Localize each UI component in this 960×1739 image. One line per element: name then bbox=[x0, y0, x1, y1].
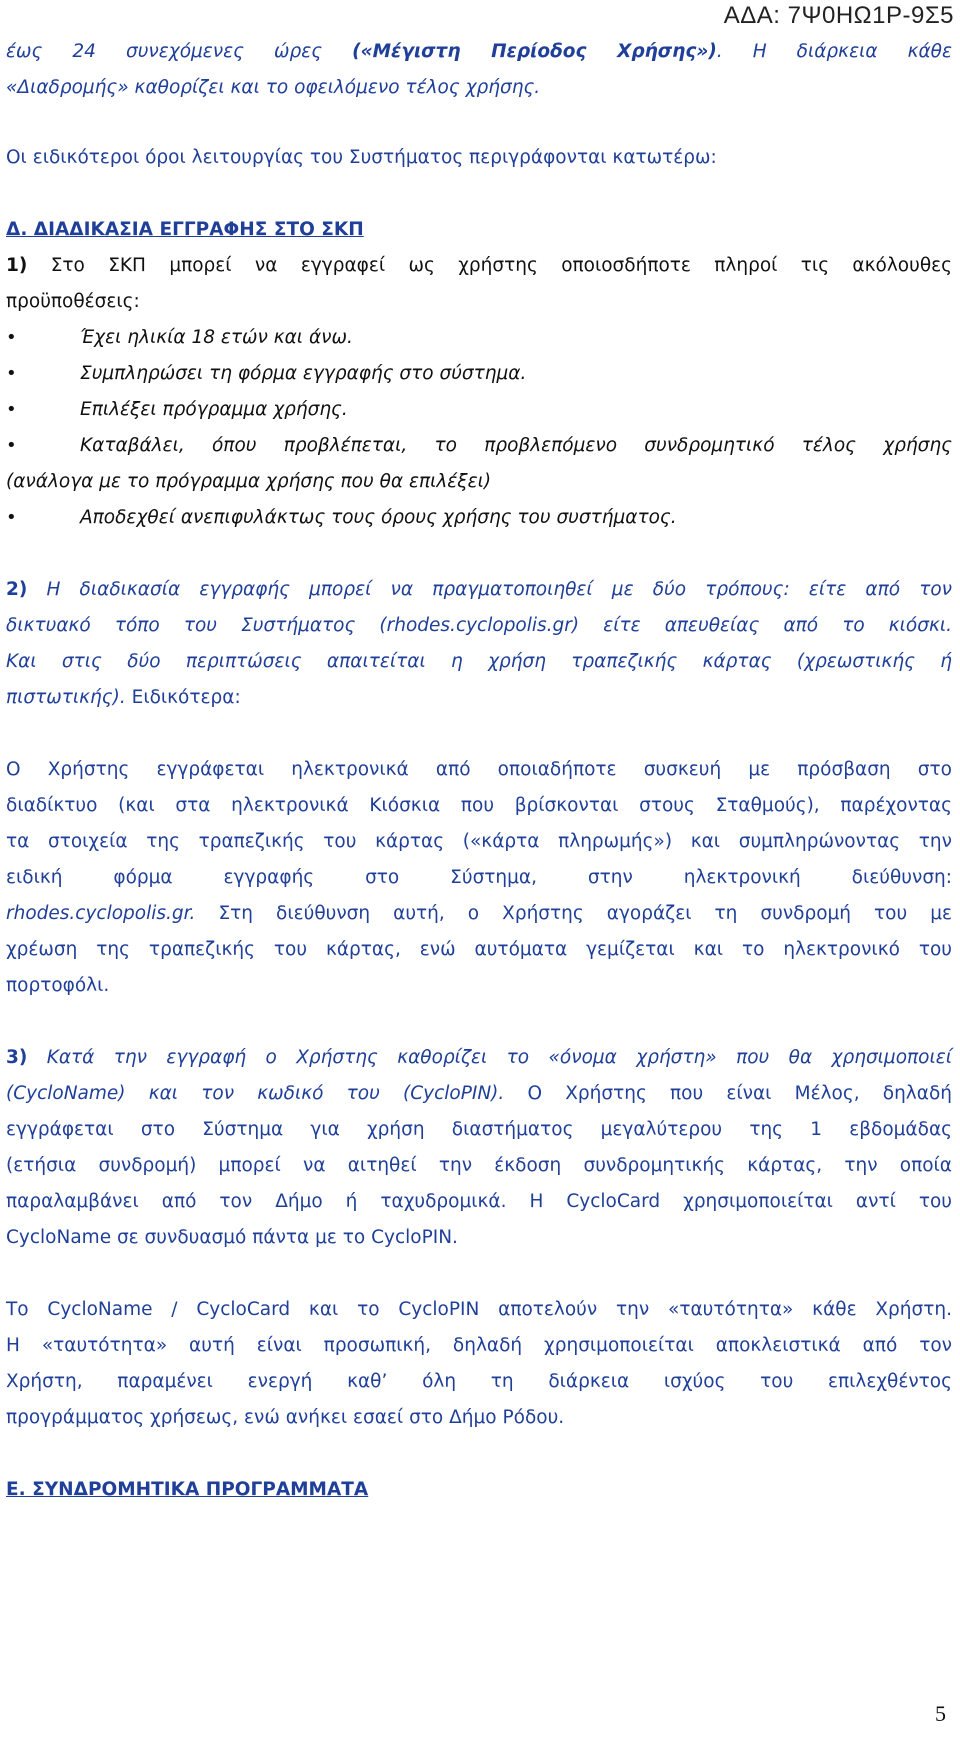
paragraph-line: (ετήσια συνδρομή) μπορεί να αιτηθεί την έκδοση συνδρομητικής κάρτας, την οποία bbox=[6, 1155, 952, 1176]
text-run: Στο ΣΚΠ μπορεί να εγγραφεί ως χρήστης οποιοσδήποτε πληροί τις ακόλουθες bbox=[27, 255, 952, 276]
section-heading-d: Δ. ΔΙΑΔΙΚΑΣΙΑ ΕΓΓΡΑΦΗΣ ΣΤΟ ΣΚΠ bbox=[6, 219, 364, 240]
paragraph-line: Ο Χρήστης εγγράφεται ηλεκτρονικά από οποιαδήποτε συσκευή με πρόσβαση στο bbox=[6, 759, 952, 780]
text-run: . Η διάρκεια κάθε bbox=[716, 41, 952, 62]
paragraph-line: δικτυακό τόπο του Συστήματος (rhodes.cyclopolis.gr) είτε απευθείας από το κιόσκι. bbox=[6, 615, 952, 636]
paragraph-line bbox=[6, 1082, 952, 1106]
text-run: Ο Χρήστης που είναι Μέλος, δηλαδή bbox=[504, 1083, 952, 1104]
text-run: Η διαδικασία εγγραφής μπορεί να πραγματοποιηθεί με δύο τρόπους: είτε από τον bbox=[27, 579, 952, 600]
document-code: ΑΔΑ: 7Ψ0ΗΩ1Ρ-9Σ5 bbox=[723, 2, 954, 29]
paragraph-line: προγράμματος χρήσεως, ενώ ανήκει εσαεί στο Δήμο Ρόδου. bbox=[6, 1407, 565, 1428]
text-run: πιστωτικής). bbox=[6, 687, 126, 708]
list-item: Καταβάλει, όπου προβλέπεται, το προβλεπόμενο συνδρομητικό τέλος χρήσης bbox=[80, 435, 952, 456]
paragraph-line: παραλαμβάνει από τον Δήμο ή ταχυδρομικά. Η CycloCard χρησιμοποιείται αντί του bbox=[6, 1191, 952, 1212]
paragraph-line: Και στις δύο περιπτώσεις απαιτείται η χρήση τραπεζικής κάρτας (χρεωστικής ή bbox=[6, 651, 952, 672]
list-item: Συμπληρώσει τη φόρμα εγγραφής στο σύστημα. bbox=[80, 363, 527, 384]
list-item: Επιλέξει πρόγραμμα χρήσης. bbox=[80, 399, 348, 420]
paragraph-line: χρέωση της τραπεζικής του κάρτας, ενώ αυτόματα γεμίζεται και το ηλεκτρονικό του bbox=[6, 939, 952, 960]
paragraph-line: προϋποθέσεις: bbox=[6, 291, 140, 312]
list-item: Έχει ηλικία 18 ετών και άνω. bbox=[80, 327, 353, 348]
list-item: Αποδεχθεί ανεπιφυλάκτως τους όρους χρήσης του συστήματος. bbox=[80, 507, 677, 528]
paragraph-line: τα στοιχεία της τραπεζικής του κάρτας («κάρτα πληρωμής») και συμπληρώνοντας την bbox=[6, 831, 952, 852]
text-run: (CycloName) και τον κωδικό του (CycloPIN). bbox=[6, 1083, 505, 1104]
text-run: Στη διεύθυνση αυτή, ο Χρήστης αγοράζει τη συνδρομή του με bbox=[195, 903, 952, 924]
bullet-icon: • bbox=[6, 363, 17, 384]
item-number: 1) bbox=[6, 255, 28, 276]
paragraph-line: CycloName σε συνδυασμό πάντα με το CycloPIN. bbox=[6, 1227, 458, 1248]
paragraph-line: ειδική φόρμα εγγραφής στο Σύστημα, στην ηλεκτρονική διεύθυνση: bbox=[6, 867, 952, 888]
paragraph-line: πορτοφόλι. bbox=[6, 975, 110, 996]
paragraph-line: διαδίκτυο (και στα ηλεκτρονικά Κιόσκια που βρίσκονται στους Σταθμούς), παρέχοντας bbox=[6, 795, 952, 816]
bullet-icon: • bbox=[6, 435, 17, 456]
text-run: rhodes.cyclopolis.gr. bbox=[6, 903, 196, 924]
paragraph-line: «Διαδρομής» καθορίζει και το οφειλόμενο τέλος χρήσης. bbox=[6, 77, 541, 98]
paragraph-line bbox=[6, 1046, 952, 1070]
paragraph-line bbox=[6, 686, 241, 710]
paragraph-line bbox=[6, 40, 952, 64]
intro-paragraph: Οι ειδικότεροι όροι λειτουργίας του Συστήματος περιγράφονται κατωτέρω: bbox=[6, 147, 717, 168]
item-number: 3) bbox=[6, 1047, 28, 1068]
paragraph-line bbox=[6, 902, 952, 926]
list-item-continuation: (ανάλογα με το πρόγραμμα χρήσης που θα επιλέξει) bbox=[6, 471, 492, 492]
text-run-bold: («Μέγιστη Περίοδος Χρήσης») bbox=[352, 41, 717, 62]
paragraph-line: εγγράφεται στο Σύστημα για χρήση διαστήματος μεγαλύτερου της 1 εβδομάδας bbox=[6, 1119, 952, 1140]
paragraph-line bbox=[6, 254, 952, 278]
bullet-icon: • bbox=[6, 327, 17, 348]
section-heading-e: Ε. ΣΥΝΔΡΟΜΗΤΙΚΑ ΠΡΟΓΡΑΜΜΑΤΑ bbox=[6, 1479, 369, 1500]
text-run: Κατά την εγγραφή ο Χρήστης καθορίζει το «όνομα χρήστη» που θα χρησιμοποιεί bbox=[27, 1047, 952, 1068]
paragraph-line: Η «ταυτότητα» αυτή είναι προσωπική, δηλαδή χρησιμοποιείται αποκλειστικά από τον bbox=[6, 1335, 952, 1356]
bullet-icon: • bbox=[6, 507, 17, 528]
bullet-icon: • bbox=[6, 399, 17, 420]
text-run: έως 24 συνεχόμενες ώρες bbox=[6, 41, 353, 62]
item-number: 2) bbox=[6, 579, 28, 600]
paragraph-line: Χρήστη, παραμένει ενεργή καθ’ όλη τη διάρκεια ισχύος του επιλεχθέντος bbox=[6, 1371, 952, 1392]
paragraph-line: Το CycloName / CycloCard και το CycloPIN αποτελούν την «ταυτότητα» κάθε Χρήστη. bbox=[6, 1299, 952, 1320]
page-number: 5 bbox=[935, 1701, 946, 1726]
text-run: Ειδικότερα: bbox=[125, 687, 241, 708]
paragraph-line bbox=[6, 578, 952, 602]
